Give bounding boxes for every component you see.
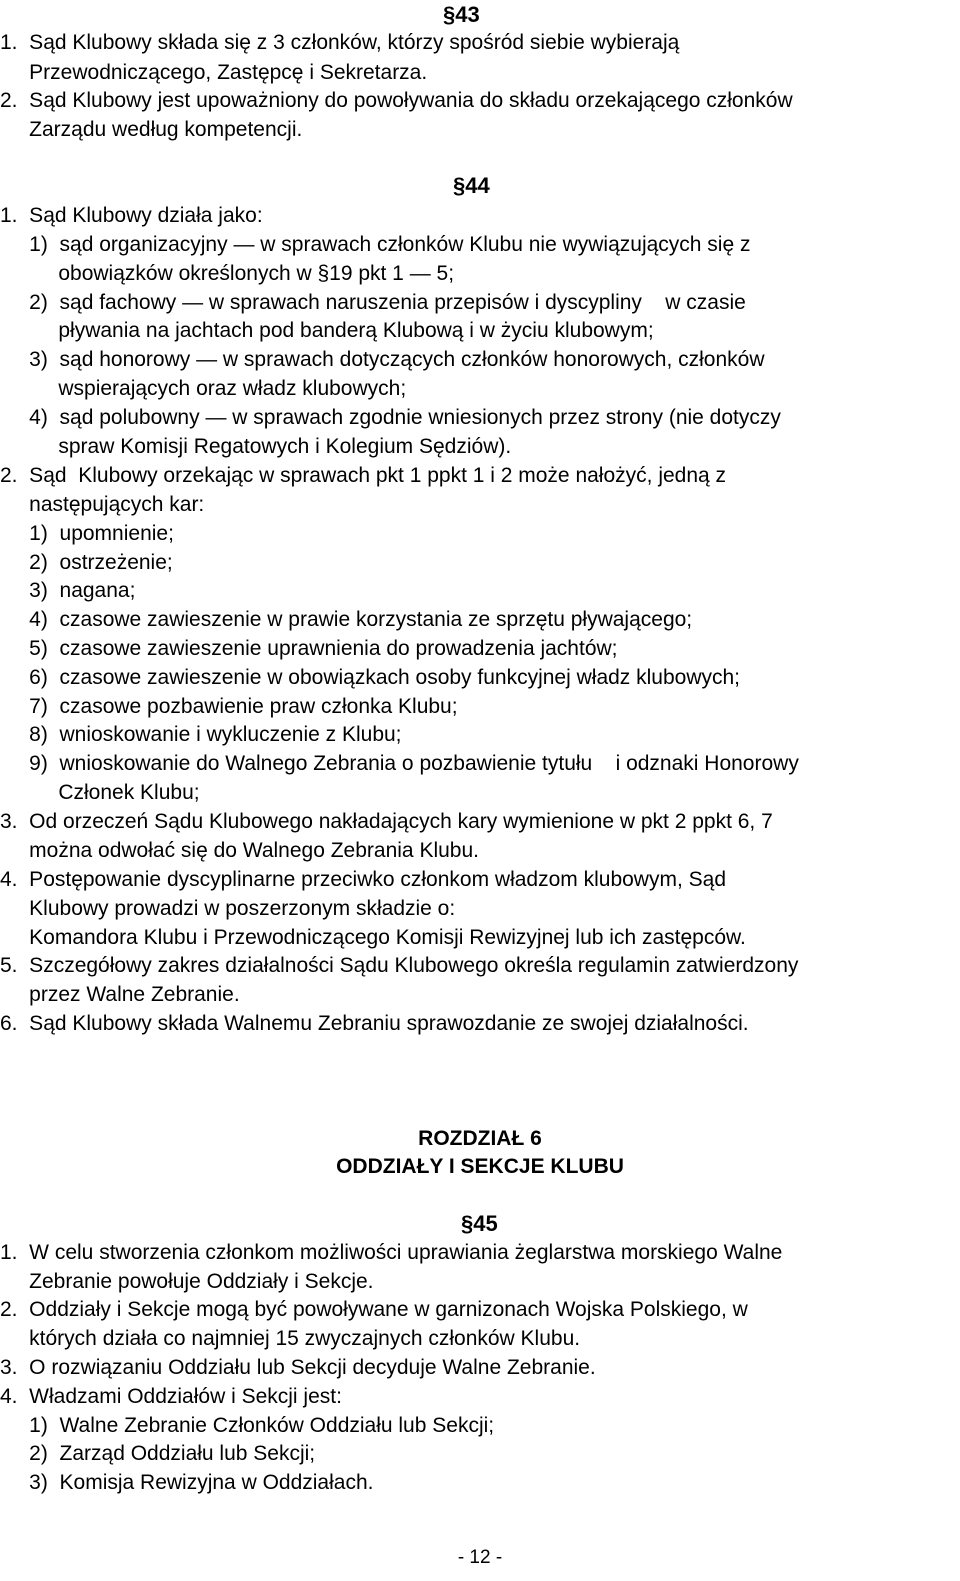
text-line: 3) sąd honorowy — w sprawach dotyczących członków honorowych, członków: [0, 348, 765, 371]
text-line: 6) czasowe zawieszenie w obowiązkach osoby funkcyjnej władz klubowych;: [0, 666, 741, 689]
text-line: 4) czasowe zawieszenie w prawie korzystania ze sprzętu pływającego;: [0, 608, 693, 631]
text-line: których działa co najmniej 15 zwyczajnych członków Klubu.: [0, 1327, 581, 1350]
text-line: 5. Szczegółowy zakres działalności Sądu Klubowego określa regulamin zatwierdzony: [0, 954, 799, 977]
text-line: 4. Władzami Oddziałów i Sekcji jest:: [0, 1385, 342, 1408]
text-line: 7) czasowe pozbawienie praw członka Klubu;: [0, 695, 458, 718]
text-line: obowiązków określonych w §19 pkt 1 — 5;: [0, 262, 455, 285]
text-line: 8) wnioskowanie i wykluczenie z Klubu;: [0, 723, 402, 746]
section-heading-44: §44: [453, 173, 490, 198]
text-line: następujących kar:: [0, 493, 205, 516]
text-line: 1) Walne Zebranie Członków Oddziału lub Sekcji;: [0, 1414, 495, 1437]
text-line: 2) sąd fachowy — w sprawach naruszenia przepisów i dyscypliny w czasie: [0, 291, 746, 314]
text-line: 1) sąd organizacyjny — w sprawach członków Klubu nie wywiązujących się z: [0, 233, 751, 256]
text-line: pływania na jachtach pod banderą Klubową i w życiu klubowym;: [0, 319, 654, 342]
text-line: 3. O rozwiązaniu Oddziału lub Sekcji decyduje Walne Zebranie.: [0, 1356, 596, 1379]
chapter-title: ODDZIAŁY I SEKCJE KLUBU: [336, 1155, 624, 1178]
page-number: - 12 -: [457, 1547, 503, 1568]
text-line: Komandora Klubu i Przewodniczącego Komisji Rewizyjnej lub ich zastępców.: [0, 926, 746, 949]
text-line: 3. Od orzeczeń Sądu Klubowego nakładających kary wymienione w pkt 2 ppkt 6, 7: [0, 810, 773, 833]
text-line: 4) sąd polubowny — w sprawach zgodnie wniesionych przez strony (nie dotyczy: [0, 406, 781, 429]
text-line: 3) Komisja Rewizyjna w Oddziałach.: [0, 1471, 374, 1494]
text-line: Zebranie powołuje Oddziały i Sekcje.: [0, 1270, 374, 1293]
text-line: 2) Zarząd Oddziału lub Sekcji;: [0, 1442, 316, 1465]
text-line: Zarządu według kompetencji.: [0, 118, 303, 141]
text-line: 4. Postępowanie dyscyplinarne przeciwko członkom władzom klubowym, Sąd: [0, 868, 726, 891]
text-line: można odwołać się do Walnego Zebrania Klubu.: [0, 839, 479, 862]
text-line: wspierających oraz władz klubowych;: [0, 377, 407, 400]
text-line: 1. W celu stworzenia członkom możliwości uprawiania żeglarstwa morskiego Walne: [0, 1241, 783, 1264]
text-line: Klubowy prowadzi w poszerzonym składzie o:: [0, 897, 456, 920]
text-line: Członek Klubu;: [0, 781, 200, 804]
chapter-number: ROZDZIAŁ 6: [418, 1127, 542, 1150]
text-line: 1) upomnienie;: [0, 522, 174, 545]
text-line: 2. Sąd Klubowy orzekając w sprawach pkt 1 ppkt 1 i 2 może nałożyć, jedną z: [0, 464, 727, 487]
section-heading-45: §45: [461, 1211, 498, 1236]
text-line: 2. Oddziały i Sekcje mogą być powoływane w garnizonach Wojska Polskiego, w: [0, 1298, 748, 1321]
text-line: przez Walne Zebranie.: [0, 983, 240, 1006]
text-line: 9) wnioskowanie do Walnego Zebrania o pozbawienie tytułu i odznaki Honorowy: [0, 752, 799, 775]
text-line: 1. Sąd Klubowy działa jako:: [0, 204, 263, 227]
text-line: spraw Komisji Regatowych i Kolegium Sędziów).: [0, 435, 512, 458]
text-line: 5) czasowe zawieszenie uprawnienia do prowadzenia jachtów;: [0, 637, 618, 660]
text-line: 3) nagana;: [0, 579, 136, 602]
text-line: 6. Sąd Klubowy składa Walnemu Zebraniu sprawozdanie ze swojej działalności.: [0, 1012, 749, 1035]
text-line: 1. Sąd Klubowy składa się z 3 członków, którzy spośród siebie wybierają: [0, 31, 680, 54]
text-line: 2) ostrzeżenie;: [0, 551, 173, 574]
text-line: Przewodniczącego, Zastępcę i Sekretarza.: [0, 61, 428, 84]
text-line: 2. Sąd Klubowy jest upoważniony do powoływania do składu orzekającego członków: [0, 89, 793, 112]
section-heading-43: §43: [443, 2, 480, 27]
